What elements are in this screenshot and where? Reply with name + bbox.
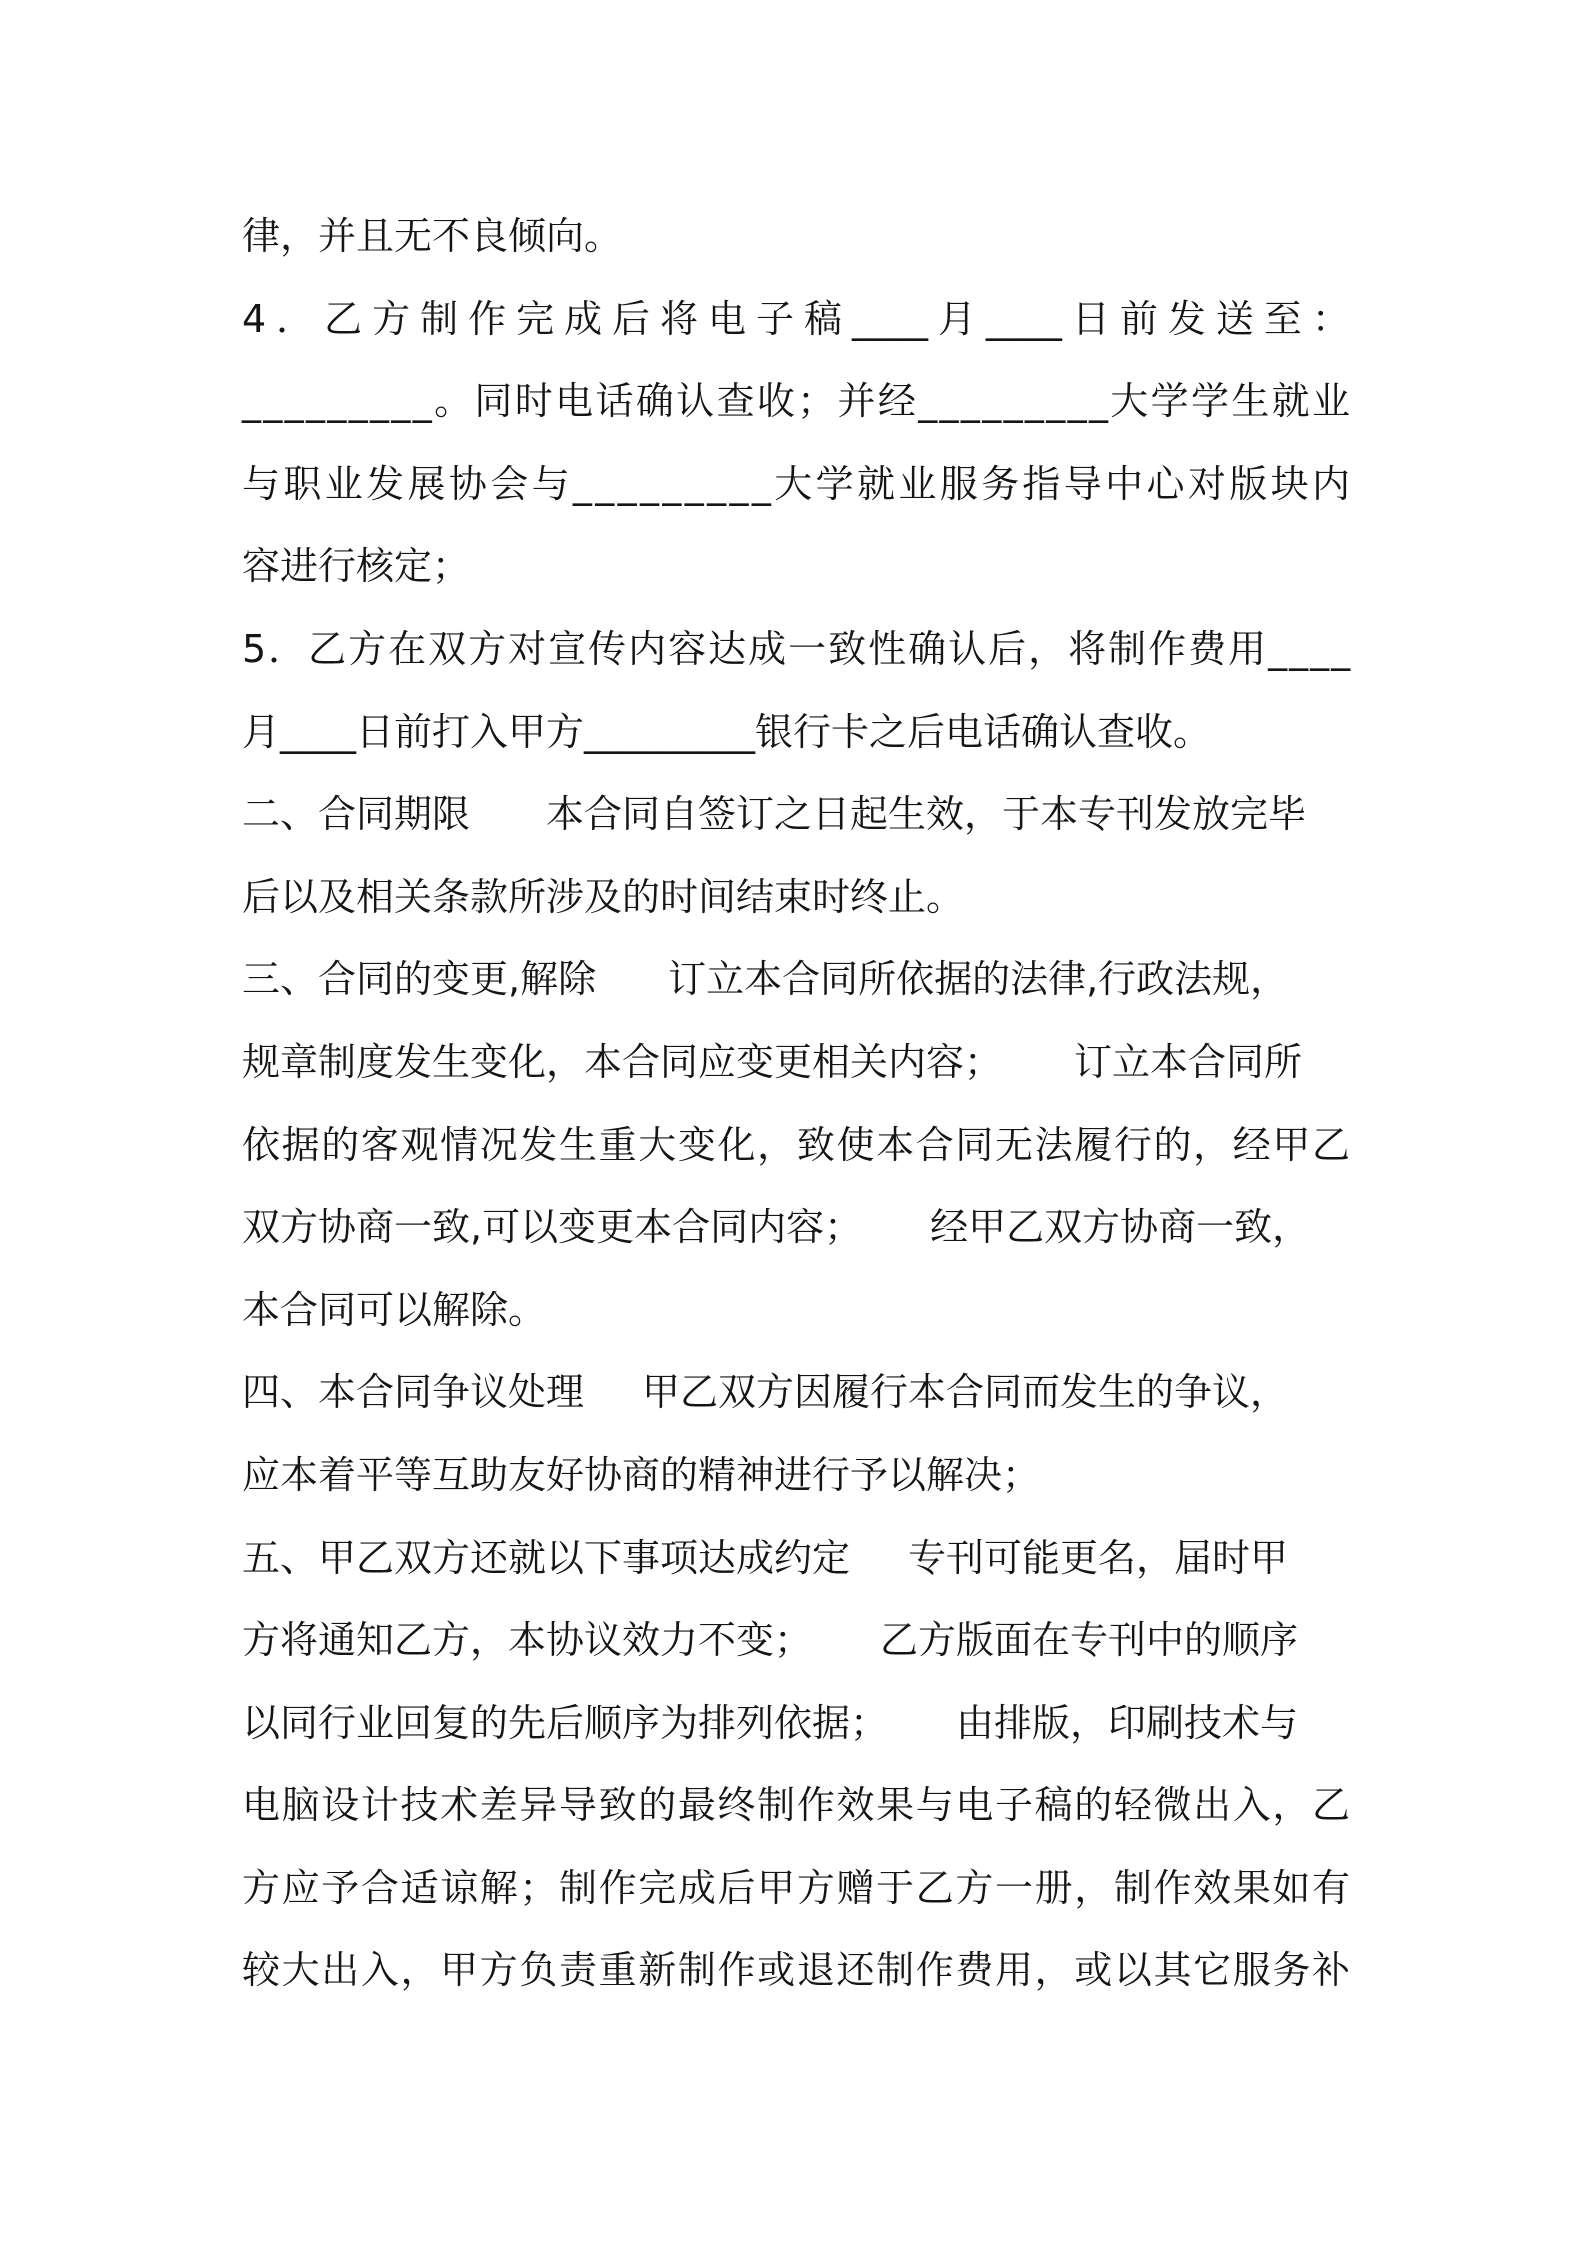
text-line — [242, 1021, 1350, 1104]
text-segment: 双方协商一致,可以变更本合同内容； — [242, 1205, 863, 1250]
text-line — [242, 1351, 1350, 1434]
text-char: 4 — [242, 296, 267, 341]
text-line — [242, 608, 1353, 691]
text-line — [242, 856, 1350, 939]
text-segment: 订立本合同所 — [1074, 1039, 1303, 1084]
text-segment: _________。同时电话确认查收；并经_________大学学生就业 — [242, 379, 1353, 424]
text-char: 发 — [1167, 296, 1206, 341]
text-segment: 5．乙方在双方对宣传内容达成一致性确认后，将制作费用____ — [242, 626, 1353, 671]
section-heading: 三、合同的变更,解除 — [242, 957, 597, 1002]
text-segment: 由排版，印刷技术与 — [956, 1700, 1299, 1745]
text-line — [242, 1517, 1350, 1600]
text-line — [242, 1682, 1350, 1765]
text-segment: 方应予合适谅解；制作完成后甲方赠于乙方一册，制作效果如有 — [242, 1865, 1352, 1910]
text-segment: 乙方版面在专刊中的顺序 — [880, 1618, 1299, 1663]
text-line — [242, 1847, 1350, 1930]
text-line — [242, 773, 1350, 856]
text-char: ． — [276, 296, 315, 341]
text-segment: 以同行业回复的先后顺序为排列依据； — [242, 1700, 889, 1745]
text-char: ____ — [985, 296, 1062, 341]
text-segment: 规章制度发生变化，本合同应变更相关内容； — [242, 1039, 1003, 1084]
text-segment: 方将通知乙方，本协议效力不变； — [242, 1618, 813, 1663]
text-char: 子 — [756, 296, 795, 341]
text-segment: 经甲乙双方协商一致， — [930, 1205, 1311, 1250]
text-segment: 应本着平等互助友好协商的精神进行予以解决； — [242, 1452, 1041, 1497]
text-line — [242, 278, 1350, 361]
text-line — [242, 1269, 1350, 1352]
text-char: 作 — [468, 296, 507, 341]
section-heading: 四、本合同争议处理 — [242, 1370, 585, 1415]
text-segment: 订立本合同所依据的法律,行政法规， — [668, 957, 1289, 1002]
text-segment: 甲乙双方因履行本合同而发生的争议， — [642, 1370, 1289, 1415]
text-line — [242, 1434, 1350, 1517]
text-segment: 电脑设计技术差异导致的最终制作效果与电子稿的轻微出入，乙 — [242, 1783, 1352, 1828]
text-char: 制 — [420, 296, 459, 341]
text-segment: 律，并且无不良倾向。 — [242, 214, 623, 258]
text-char: 成 — [564, 296, 603, 341]
text-line — [242, 443, 1354, 526]
text-char: 乙 — [324, 296, 363, 341]
text-line — [242, 691, 1350, 774]
text-segment: 本合同自签订之日起生效，于本专刊发放完毕 — [546, 792, 1307, 837]
text-char: 完 — [516, 296, 555, 341]
text-segment: 与职业发展协会与_________大学就业服务指导中心对版块内 — [242, 461, 1354, 506]
text-char: ： — [1311, 296, 1350, 341]
section-heading: 五、甲乙双方还就以下事项达成约定 — [242, 1535, 851, 1580]
text-char: 后 — [612, 296, 651, 341]
text-line — [242, 1599, 1350, 1682]
text-char: 送 — [1215, 296, 1254, 341]
text-char: ____ — [851, 296, 928, 341]
text-line — [242, 360, 1353, 443]
text-segment: 本合同可以解除。 — [242, 1287, 547, 1332]
text-line — [242, 1186, 1350, 1269]
text-segment: 月____日前打入甲方_________银行卡之后电话确认查收。 — [242, 709, 1212, 754]
text-line — [242, 525, 1350, 608]
text-char: 月 — [937, 296, 976, 341]
text-char: 日 — [1071, 296, 1110, 341]
text-char: 前 — [1119, 296, 1158, 341]
text-segment: 专刊可能更名，届时甲 — [908, 1535, 1289, 1580]
text-line — [242, 1929, 1350, 2012]
contract-text — [242, 195, 1354, 2012]
text-segment: 容进行核定； — [242, 544, 471, 589]
text-char: 将 — [660, 296, 699, 341]
section-heading: 二、合同期限 — [242, 792, 471, 837]
text-line — [242, 938, 1350, 1021]
text-segment: 依据的客观情况发生重大变化，致使本合同无法履行的，经甲乙 — [242, 1122, 1352, 1167]
text-line — [242, 1764, 1350, 1847]
text-char: 电 — [708, 296, 747, 341]
text-line — [242, 195, 1350, 278]
text-line — [242, 1104, 1350, 1187]
text-segment: 较大出入，甲方负责重新制作或退还制作费用，或以其它服务补 — [242, 1948, 1352, 1993]
text-char: 稿 — [803, 296, 842, 341]
text-segment: 后以及相关条款所涉及的时间结束时终止。 — [242, 874, 965, 919]
text-char: 至 — [1263, 296, 1302, 341]
text-char: 方 — [372, 296, 411, 341]
